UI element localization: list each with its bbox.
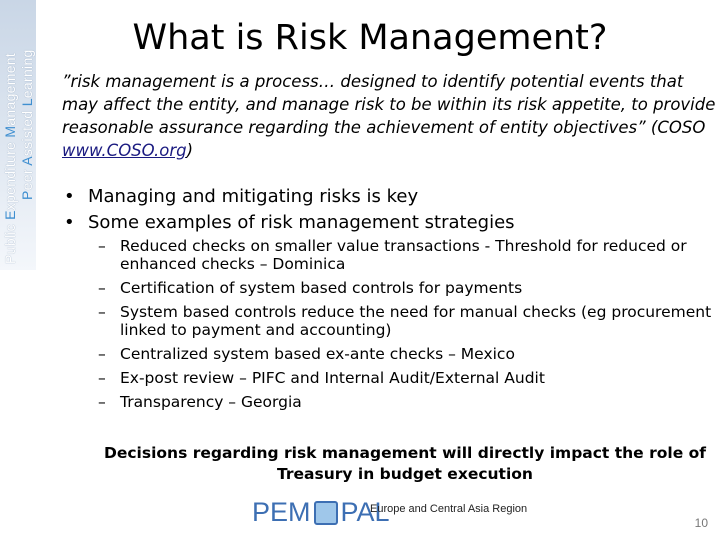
sub-bullet-item: – Centralized system based ex-ante checks – Mexico (98, 345, 718, 363)
coso-link[interactable]: www.COSO.org (62, 141, 187, 160)
logo-region-text: Europe and Central Asia Region (370, 503, 528, 515)
sidebar-text (0, 0, 36, 270)
sidebar-line-peer-assisted-learning: Peer Assisted Learning (19, 49, 35, 200)
bullet-item: • Some examples of risk management strategies (60, 210, 715, 236)
sub-bullet-item: – Transparency – Georgia (98, 393, 718, 411)
quote-text: ”risk management is a process… designed to identify potential events that may affect the entity, and manage risk to be within its risk appetite, to provide reasonable assurance regarding the achievement of entity objectives” (COSO (62, 72, 716, 137)
sub-bullet-item: – Certification of system based controls for payments (98, 279, 718, 297)
sub-bullet-item: – System based controls reduce the need for manual checks (eg procurement linked to payment and accounting) (98, 303, 718, 339)
logo-square-icon (314, 501, 338, 525)
sub-bullet-item: – Reduced checks on smaller value transactions - Threshold for reduced or enhanced checks – Dominica (98, 237, 718, 273)
main-bullets (60, 184, 715, 236)
sub-bullet-item: – Ex-post review – PIFC and Internal Audit/External Audit (98, 369, 718, 387)
sidebar-line-public-expenditure-management: Public Expenditure Management (2, 52, 18, 264)
decision-note: Decisions regarding risk management will directly impact the role of Treasury in budget execution (103, 444, 707, 483)
strategy-examples-list (98, 237, 718, 417)
coso-quote: ”risk management is a process… designed to identify potential events that may affect the entity, and manage risk to be within its risk appetite, to provide reasonable assurance regarding the achievement of entity objectives” (COSO www.COSO.org) (62, 72, 716, 160)
bullet-item: • Managing and mitigating risks is key (60, 184, 715, 210)
page-number: 10 (694, 516, 708, 530)
slide-title: What is Risk Management? (132, 18, 608, 58)
pempal-logo: PEM PAL (252, 497, 390, 527)
